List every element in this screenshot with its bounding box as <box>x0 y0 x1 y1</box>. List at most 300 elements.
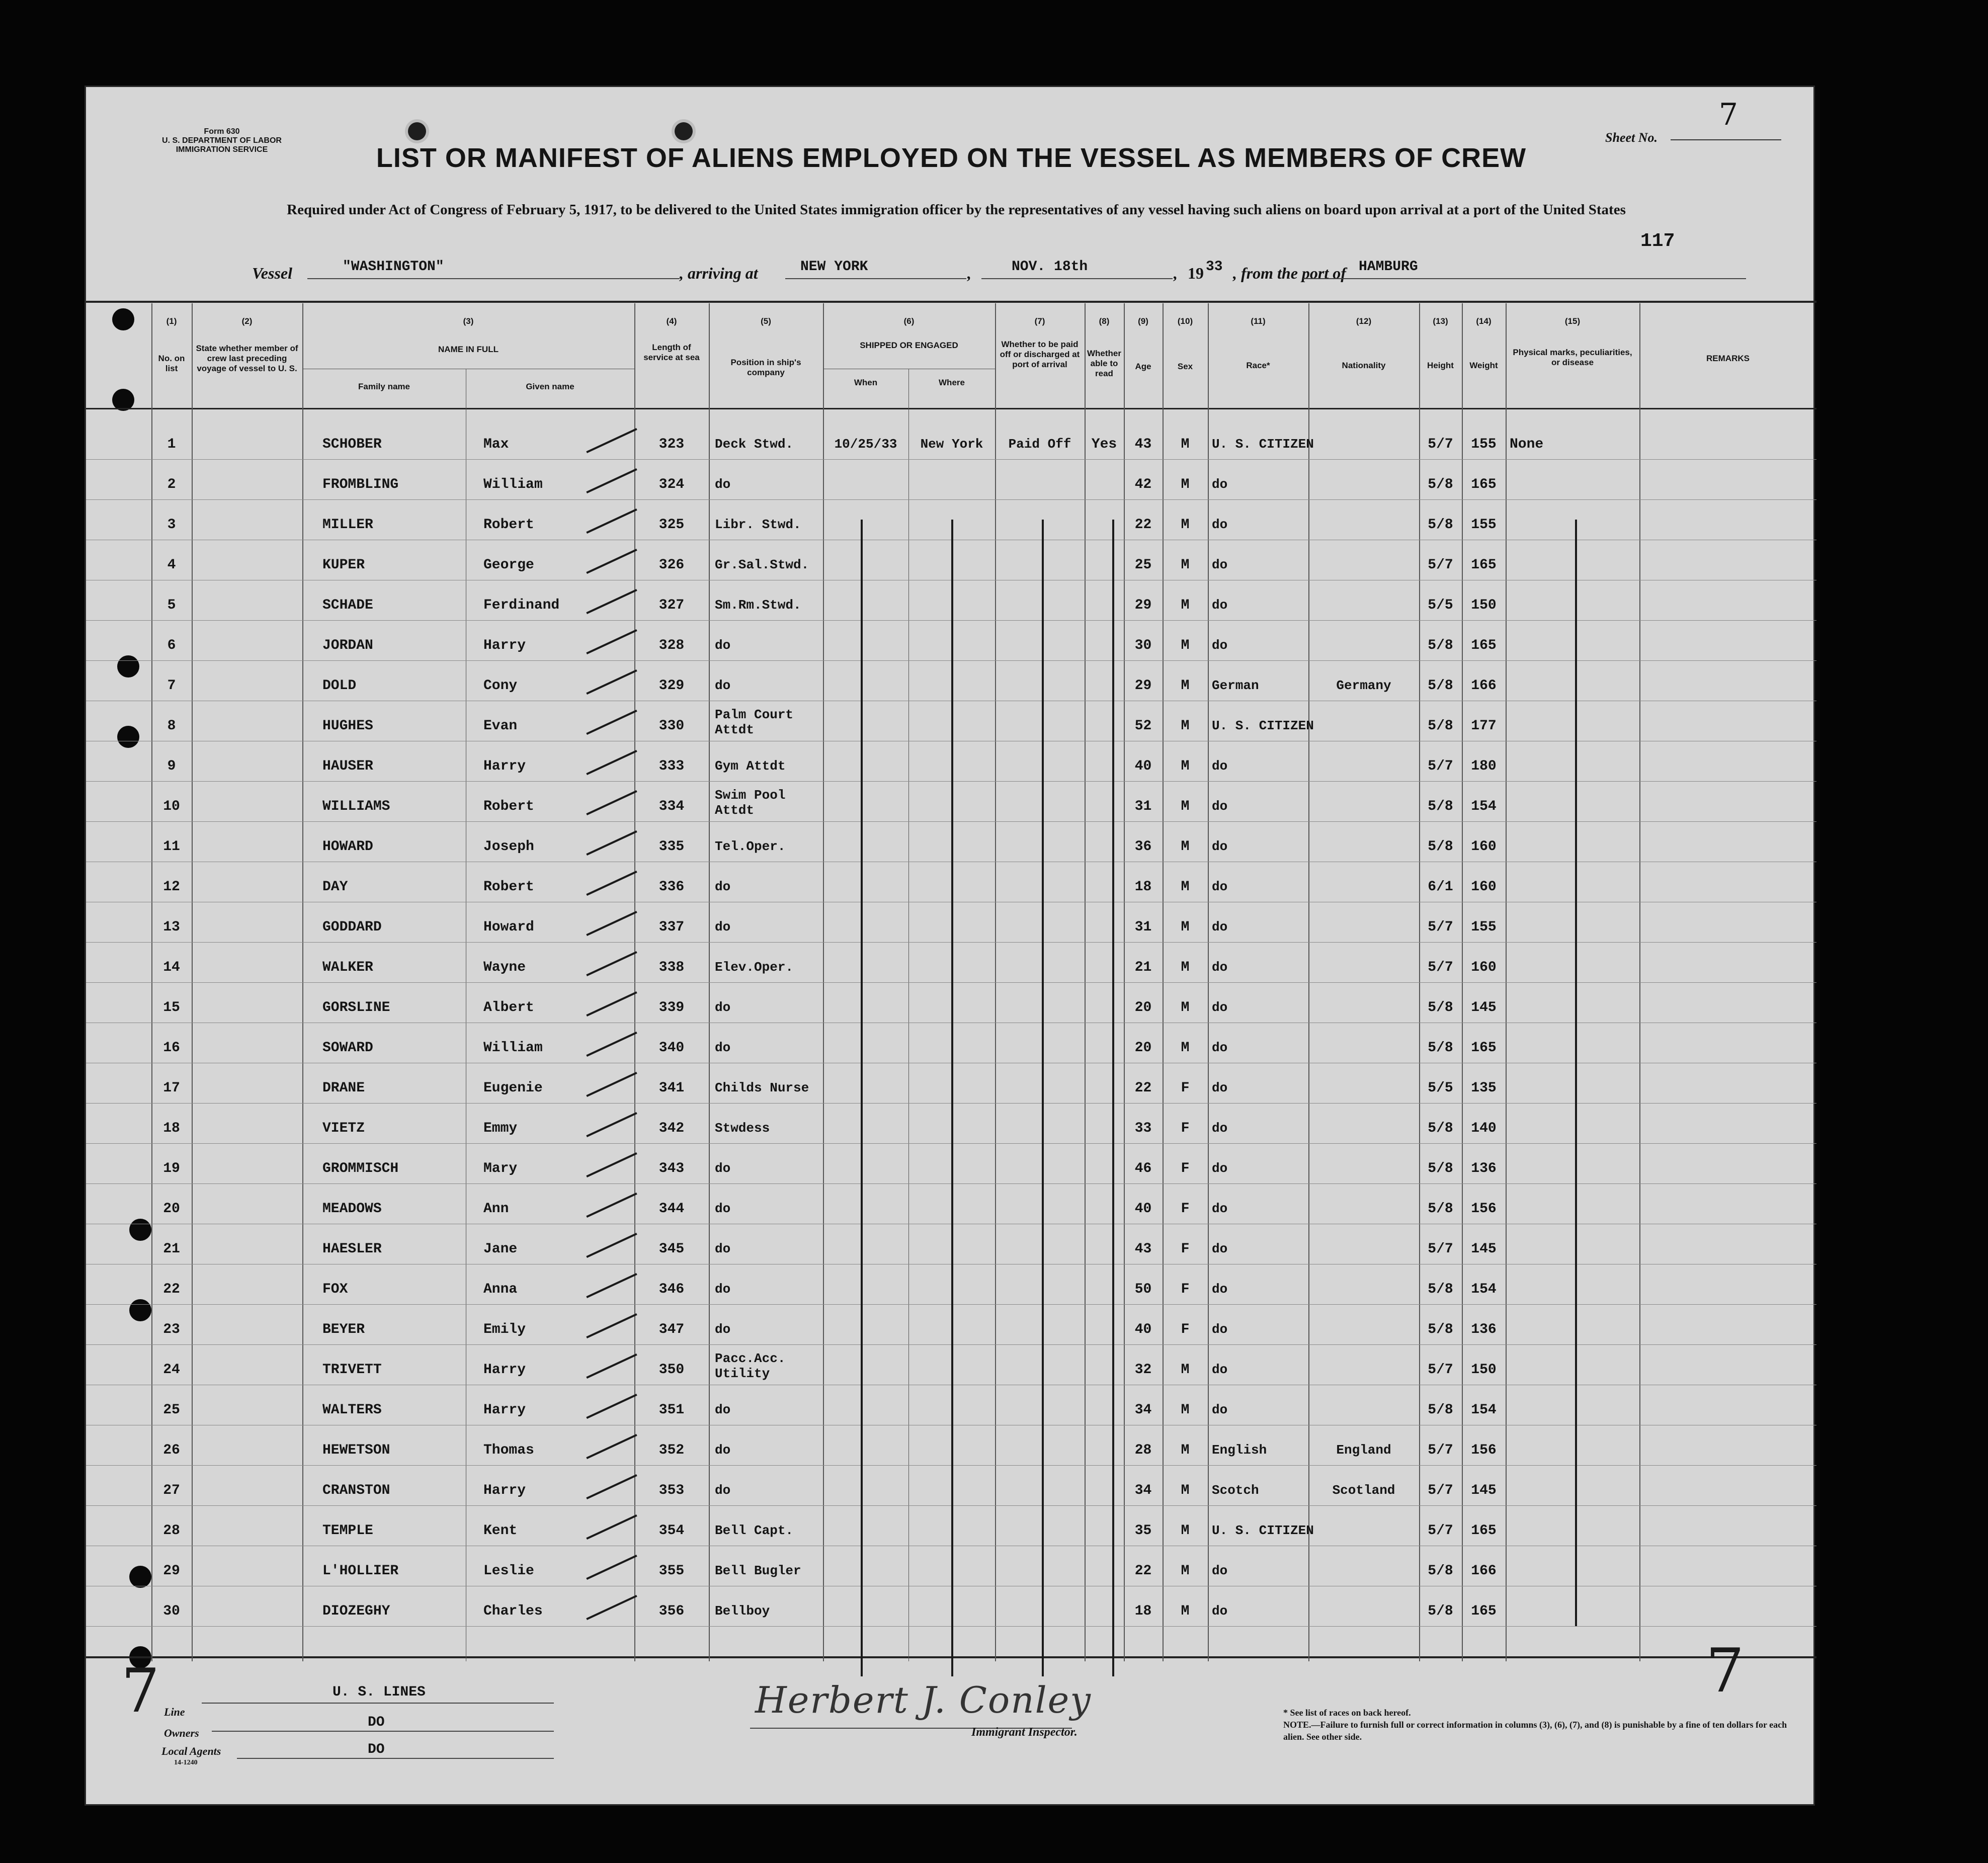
cell-paid: Paid Off <box>1008 437 1071 452</box>
cell-service: 327 <box>658 598 685 613</box>
cell-height: 5/8 <box>1428 477 1453 492</box>
cell-nationality: Germany <box>1336 678 1391 693</box>
cell-given: Emily <box>483 1322 526 1337</box>
table-top-border <box>86 301 1816 303</box>
col9-number: (9) <box>1138 316 1148 326</box>
col6-number: (6) <box>903 316 915 326</box>
col-read-header: Whether able to read <box>1087 349 1121 378</box>
cell-no: 21 <box>163 1241 180 1257</box>
cell-sex: M <box>1181 598 1190 613</box>
cell-where: New York <box>920 437 983 452</box>
cell-age: 34 <box>1134 1483 1152 1498</box>
cell-age: 46 <box>1134 1161 1152 1176</box>
cell-race: do <box>1212 517 1228 532</box>
cell-sex: M <box>1181 1040 1190 1056</box>
cell-age: 43 <box>1134 437 1152 452</box>
cell-sex: M <box>1181 678 1190 694</box>
cell-no: 1 <box>167 437 176 452</box>
cell-sex: M <box>1181 437 1190 452</box>
ditto-line <box>1112 520 1114 1676</box>
cell-height: 5/5 <box>1428 1080 1453 1096</box>
cell-height: 5/7 <box>1428 1241 1453 1257</box>
cell-weight: 156 <box>1471 1201 1497 1217</box>
cell-height: 5/7 <box>1428 1443 1453 1458</box>
col5-number: (5) <box>761 316 771 326</box>
cell-given: Leslie <box>483 1563 534 1579</box>
cell-race: do <box>1212 638 1228 653</box>
cell-service: 330 <box>658 718 685 734</box>
cell-position: Palm Court Attdt <box>715 707 794 737</box>
col-weight-header: Weight <box>1469 361 1498 370</box>
cell-age: 22 <box>1134 517 1152 533</box>
cell-family: MILLER <box>322 517 373 533</box>
cell-given: George <box>483 557 534 573</box>
cell-service: 342 <box>658 1121 685 1136</box>
punch-hole <box>112 308 134 330</box>
cell-height: 5/8 <box>1428 1000 1453 1015</box>
cell-height: 5/7 <box>1428 1523 1453 1539</box>
date-underline <box>981 278 1173 279</box>
cell-position: Gym Attdt <box>715 758 786 774</box>
cell-no: 13 <box>163 919 180 935</box>
cell-weight: 150 <box>1471 1362 1497 1378</box>
cell-service: 323 <box>658 437 685 452</box>
cell-weight: 155 <box>1471 437 1497 452</box>
cell-position: do <box>715 1282 731 1297</box>
cell-no: 16 <box>163 1040 180 1056</box>
sheet-number: 7 <box>1718 97 1738 132</box>
header-bottom-border <box>86 408 1816 409</box>
cell-family: HOWARD <box>322 839 373 855</box>
cell-height: 5/8 <box>1428 1563 1453 1579</box>
cell-height: 5/8 <box>1428 839 1453 855</box>
cell-race: do <box>1212 1121 1228 1136</box>
cell-when: 10/25/33 <box>834 437 897 452</box>
cell-family: JORDAN <box>322 638 373 653</box>
cell-given: Ann <box>483 1201 509 1217</box>
cell-position: Bell Bugler <box>715 1563 801 1578</box>
cell-position: do <box>715 919 731 935</box>
cell-family: VIETZ <box>322 1121 365 1136</box>
cell-weight: 145 <box>1471 1241 1497 1257</box>
cell-weight: 166 <box>1471 1563 1497 1579</box>
cell-service: 339 <box>658 1000 685 1015</box>
year-prefix: 19 <box>1188 264 1204 282</box>
cell-no: 9 <box>167 758 176 774</box>
cell-race: do <box>1212 557 1228 572</box>
vessel-name: "WASHINGTON" <box>343 259 444 275</box>
cell-height: 5/7 <box>1428 437 1453 452</box>
cell-weight: 145 <box>1471 1000 1497 1015</box>
cell-age: 32 <box>1134 1362 1152 1378</box>
cell-sex: M <box>1181 1000 1190 1015</box>
cell-weight: 140 <box>1471 1121 1497 1136</box>
cell-age: 50 <box>1134 1282 1152 1297</box>
cell-family: HEWETSON <box>322 1443 390 1458</box>
cell-no: 6 <box>167 638 176 653</box>
col-where-header: Where <box>939 378 965 387</box>
cell-given: Harry <box>483 1362 526 1378</box>
cell-service: 338 <box>658 960 685 975</box>
cell-family: WALKER <box>322 960 373 975</box>
cell-given: Joseph <box>483 839 534 855</box>
col-nationality-header: Nationality <box>1342 361 1386 370</box>
cell-service: 350 <box>658 1362 685 1378</box>
cell-family: FROMBLING <box>322 477 399 492</box>
cell-age: 18 <box>1134 1603 1152 1619</box>
cell-position: Bellboy <box>715 1603 770 1619</box>
cell-weight: 136 <box>1471 1161 1497 1176</box>
col-no-on-list-header: No. on list <box>158 354 185 373</box>
cell-service: 335 <box>658 839 685 855</box>
footnote <box>1283 1707 1796 1743</box>
cell-position: Elev.Oper. <box>715 960 794 975</box>
cell-family: DOLD <box>322 678 357 694</box>
ditto-line <box>951 520 953 1676</box>
cell-race: do <box>1212 879 1228 894</box>
cell-height: 6/1 <box>1428 879 1453 895</box>
cell-service: 341 <box>658 1080 685 1096</box>
cell-sex: M <box>1181 1523 1190 1539</box>
cell-age: 29 <box>1134 678 1152 694</box>
cell-service: 333 <box>658 758 685 774</box>
cell-position: Pacc.Acc. Utility <box>715 1351 786 1381</box>
cell-sex: M <box>1181 799 1190 814</box>
cell-position: do <box>715 879 731 894</box>
cell-sex: M <box>1181 758 1190 774</box>
cell-age: 22 <box>1134 1080 1152 1096</box>
cell-height: 5/7 <box>1428 1362 1453 1378</box>
cell-height: 5/7 <box>1428 557 1453 573</box>
cell-sex: M <box>1181 1603 1190 1619</box>
cell-service: 325 <box>658 517 685 533</box>
cell-weight: 156 <box>1471 1443 1497 1458</box>
owners-value: DO <box>368 1715 385 1730</box>
cell-age: 42 <box>1134 477 1152 492</box>
col-when-header: When <box>854 378 878 387</box>
cell-height: 5/8 <box>1428 1402 1453 1418</box>
cell-weight: 160 <box>1471 879 1497 895</box>
cell-race: U. S. CITIZEN <box>1212 1523 1314 1538</box>
cell-no: 14 <box>163 960 180 975</box>
cell-position: Bell Capt. <box>715 1523 794 1538</box>
cell-sex: M <box>1181 960 1190 975</box>
cell-no: 18 <box>163 1121 180 1136</box>
cell-given: Evan <box>483 718 518 734</box>
cell-service: 351 <box>658 1402 685 1418</box>
cell-given: Max <box>483 437 509 452</box>
ditto-line <box>1042 520 1044 1676</box>
cell-service: 346 <box>658 1282 685 1297</box>
col-family-name-header: Family name <box>358 382 410 391</box>
cell-height: 5/8 <box>1428 1282 1453 1297</box>
cell-no: 5 <box>167 598 176 613</box>
cell-age: 43 <box>1134 1241 1152 1257</box>
owners-label: Owners <box>164 1727 199 1739</box>
cell-weight: 154 <box>1471 1282 1497 1297</box>
cell-no: 4 <box>167 557 176 573</box>
cell-weight: 160 <box>1471 960 1497 975</box>
cell-service: 347 <box>658 1322 685 1337</box>
cell-sex: M <box>1181 557 1190 573</box>
cell-race: do <box>1212 1362 1228 1377</box>
col-given-name-header: Given name <box>526 382 574 391</box>
cell-family: KUPER <box>322 557 365 573</box>
cell-position: do <box>715 678 731 693</box>
col10-number: (10) <box>1177 316 1193 326</box>
cell-age: 20 <box>1134 1040 1152 1056</box>
cell-age: 35 <box>1134 1523 1152 1539</box>
cell-race: U. S. CITIZEN <box>1212 437 1314 452</box>
sheet-number-line <box>1671 139 1781 140</box>
vessel-underline <box>307 278 680 279</box>
line-value: U. S. LINES <box>333 1684 426 1700</box>
cell-family: L'HOLLIER <box>322 1563 399 1579</box>
cell-no: 11 <box>163 839 180 855</box>
page-subtitle: Required under Act of Congress of February 5, 1917, to be delivered to the United States immigration officer by the representatives of any vessel having such aliens on board upon arrival at a port of the United States <box>287 202 1626 218</box>
cell-age: 25 <box>1134 557 1152 573</box>
from-port-underline <box>1303 278 1746 279</box>
cell-weight: 165 <box>1471 477 1497 492</box>
cell-sex: F <box>1181 1282 1190 1297</box>
form-code: 14-1240 <box>174 1759 198 1766</box>
cell-position: do <box>715 1000 731 1015</box>
cell-family: CRANSTON <box>322 1483 390 1498</box>
ditto-line <box>1575 520 1577 1626</box>
cell-age: 33 <box>1134 1121 1152 1136</box>
cell-family: DAY <box>322 879 348 895</box>
from-port: HAMBURG <box>1359 259 1418 275</box>
cell-no: 24 <box>163 1362 180 1378</box>
cell-age: 21 <box>1134 960 1152 975</box>
cell-age: 52 <box>1134 718 1152 734</box>
cell-no: 28 <box>163 1523 180 1539</box>
cell-no: 2 <box>167 477 176 492</box>
cell-family: WALTERS <box>322 1402 382 1418</box>
row-divider <box>86 499 1816 500</box>
cell-no: 15 <box>163 1000 180 1015</box>
ditto-line <box>861 520 863 1676</box>
cell-given: Jane <box>483 1241 518 1257</box>
cell-given: Howard <box>483 919 534 935</box>
cell-age: 18 <box>1134 879 1152 895</box>
races-note: * See list of races on back hereof. <box>1283 1708 1411 1718</box>
col4-number: (4) <box>666 316 677 326</box>
arriving-port: NEW YORK <box>800 259 868 275</box>
cell-age: 40 <box>1134 1201 1152 1217</box>
cell-family: TEMPLE <box>322 1523 373 1539</box>
cell-position: do <box>715 1201 731 1216</box>
cell-weight: 180 <box>1471 758 1497 774</box>
cell-family: GODDARD <box>322 919 382 935</box>
cell-given: Ferdinand <box>483 598 560 613</box>
service-name: IMMIGRATION SERVICE <box>176 145 268 154</box>
cell-height: 5/8 <box>1428 638 1453 653</box>
col-position-header: Position in ship's company <box>730 358 801 377</box>
cell-given: Anna <box>483 1282 518 1297</box>
agents-value: DO <box>368 1742 385 1757</box>
punch-hole <box>129 1299 151 1321</box>
cell-family: HAESLER <box>322 1241 382 1257</box>
cell-service: 344 <box>658 1201 685 1217</box>
cell-position: Childs Nurse <box>715 1080 809 1095</box>
cell-age: 29 <box>1134 598 1152 613</box>
cell-service: 334 <box>658 799 685 814</box>
cell-race: do <box>1212 477 1228 492</box>
cell-family: WILLIAMS <box>322 799 390 814</box>
cell-race: do <box>1212 598 1228 613</box>
cell-no: 10 <box>163 799 180 814</box>
cell-position: do <box>715 638 731 653</box>
year-suffix: 33 <box>1206 259 1223 275</box>
col-age-header: Age <box>1135 362 1151 371</box>
cell-read: Yes <box>1091 437 1117 452</box>
cell-no: 20 <box>163 1201 180 1217</box>
cell-sex: M <box>1181 638 1190 653</box>
cell-service: 343 <box>658 1161 685 1176</box>
cell-given: William <box>483 1040 543 1056</box>
cell-family: SCHADE <box>322 598 373 613</box>
cell-given: Robert <box>483 879 534 895</box>
cell-position: do <box>715 1161 731 1176</box>
cell-no: 29 <box>163 1563 180 1579</box>
cell-position: do <box>715 1443 731 1458</box>
cell-no: 8 <box>167 718 176 734</box>
punch-hole <box>117 655 139 678</box>
col-paid-off-header: Whether to be paid off or discharged at port of arrival <box>1000 340 1080 369</box>
vessel-label: Vessel <box>252 264 292 282</box>
col-physical-marks-header: Physical marks, peculiarities, or disease <box>1513 348 1632 367</box>
inspector-signature: Herbert J. Conley <box>755 1679 1092 1721</box>
cell-height: 5/8 <box>1428 678 1453 694</box>
cell-age: 20 <box>1134 1000 1152 1015</box>
cell-given: Robert <box>483 799 534 814</box>
cell-race: Scotch <box>1212 1483 1259 1498</box>
agents-underline <box>237 1758 554 1759</box>
cell-sex: M <box>1181 718 1190 734</box>
cell-position: do <box>715 1040 731 1055</box>
line-underline <box>202 1703 554 1704</box>
col-shipped-header: SHIPPED OR ENGAGED <box>860 341 958 350</box>
cell-height: 5/8 <box>1428 1603 1453 1619</box>
cell-given: Charles <box>483 1603 543 1619</box>
cell-family: GORSLINE <box>322 1000 390 1015</box>
cell-height: 5/7 <box>1428 919 1453 935</box>
cell-family: BEYER <box>322 1322 365 1337</box>
col2-number: (2) <box>241 316 253 326</box>
cell-given: Harry <box>483 1402 526 1418</box>
punch-hole <box>408 122 426 140</box>
cell-sex: M <box>1181 1402 1190 1418</box>
col-service-length-header: Length of service at sea <box>643 343 700 362</box>
cell-race: do <box>1212 1322 1228 1337</box>
cell-family: TRIVETT <box>322 1362 382 1378</box>
cell-given: Harry <box>483 638 526 653</box>
cell-no: 17 <box>163 1080 180 1096</box>
punch-hole <box>675 122 693 140</box>
col-name-header: NAME IN FULL <box>438 345 499 354</box>
cell-given: Wayne <box>483 960 526 975</box>
cell-weight: 165 <box>1471 1040 1497 1056</box>
col7-number: (7) <box>1034 316 1045 326</box>
cell-race: do <box>1212 1000 1228 1015</box>
cell-position: Tel.Oper. <box>715 839 786 854</box>
cell-age: 28 <box>1134 1443 1152 1458</box>
inspector-label: Immigrant Inspector. <box>971 1726 1078 1739</box>
cell-height: 5/8 <box>1428 799 1453 814</box>
cell-race: do <box>1212 960 1228 975</box>
cell-weight: 165 <box>1471 1603 1497 1619</box>
page-title: LIST OR MANIFEST OF ALIENS EMPLOYED ON THE VESSEL AS MEMBERS OF CREW <box>376 143 1527 173</box>
col8-number: (8) <box>1099 316 1110 326</box>
cell-weight: 150 <box>1471 598 1497 613</box>
cell-age: 31 <box>1134 799 1152 814</box>
cell-race: do <box>1212 1241 1228 1256</box>
col-race-header: Race* <box>1246 361 1270 370</box>
cell-weight: 165 <box>1471 557 1497 573</box>
cell-height: 5/8 <box>1428 1040 1453 1056</box>
cell-no: 7 <box>167 678 176 694</box>
cell-position: Stwdess <box>715 1121 770 1136</box>
cell-sex: M <box>1181 1362 1190 1378</box>
cell-position: do <box>715 1241 731 1256</box>
cell-weight: 136 <box>1471 1322 1497 1337</box>
cell-weight: 155 <box>1471 517 1497 533</box>
cell-age: 22 <box>1134 1563 1152 1579</box>
cell-race: U. S. CITIZEN <box>1212 718 1314 733</box>
cell-weight: 165 <box>1471 1523 1497 1539</box>
cell-height: 5/8 <box>1428 1121 1453 1136</box>
cell-family: GROMMISCH <box>322 1161 399 1176</box>
sheet-label: Sheet No. <box>1605 130 1658 145</box>
cell-weight: 166 <box>1471 678 1497 694</box>
owners-underline <box>212 1731 554 1732</box>
cell-family: MEADOWS <box>322 1201 382 1217</box>
cell-family: SOWARD <box>322 1040 373 1056</box>
cell-age: 40 <box>1134 758 1152 774</box>
row-divider <box>86 459 1816 460</box>
page-number: 117 <box>1640 230 1675 252</box>
cell-given: Robert <box>483 517 534 533</box>
form-number: Form 630 <box>204 127 240 136</box>
cell-service: 356 <box>658 1603 685 1619</box>
cell-nationality: Scotland <box>1332 1483 1395 1498</box>
cell-no: 12 <box>163 879 180 895</box>
cell-sex: M <box>1181 879 1190 895</box>
col1-number: (1) <box>166 316 177 326</box>
cell-marks: None <box>1510 437 1544 452</box>
cell-age: 31 <box>1134 919 1152 935</box>
cell-sex: F <box>1181 1201 1190 1217</box>
line-label: Line <box>164 1706 185 1718</box>
agents-label: Local Agents <box>161 1745 221 1757</box>
cell-no: 30 <box>163 1603 180 1619</box>
cell-weight: 145 <box>1471 1483 1497 1498</box>
cell-age: 40 <box>1134 1322 1152 1337</box>
col15-number: (15) <box>1564 316 1581 326</box>
col13-number: (13) <box>1433 316 1448 326</box>
cell-given: Mary <box>483 1161 518 1176</box>
punch-hole <box>129 1566 151 1588</box>
cell-sex: M <box>1181 477 1190 492</box>
cell-sex: F <box>1181 1241 1190 1257</box>
cell-age: 30 <box>1134 638 1152 653</box>
cell-height: 5/8 <box>1428 718 1453 734</box>
arriving-label: , arriving at <box>680 264 758 282</box>
col3-number: (3) <box>463 316 474 326</box>
cell-position: Libr. Stwd. <box>715 517 801 532</box>
cell-family: SCHOBER <box>322 437 382 452</box>
